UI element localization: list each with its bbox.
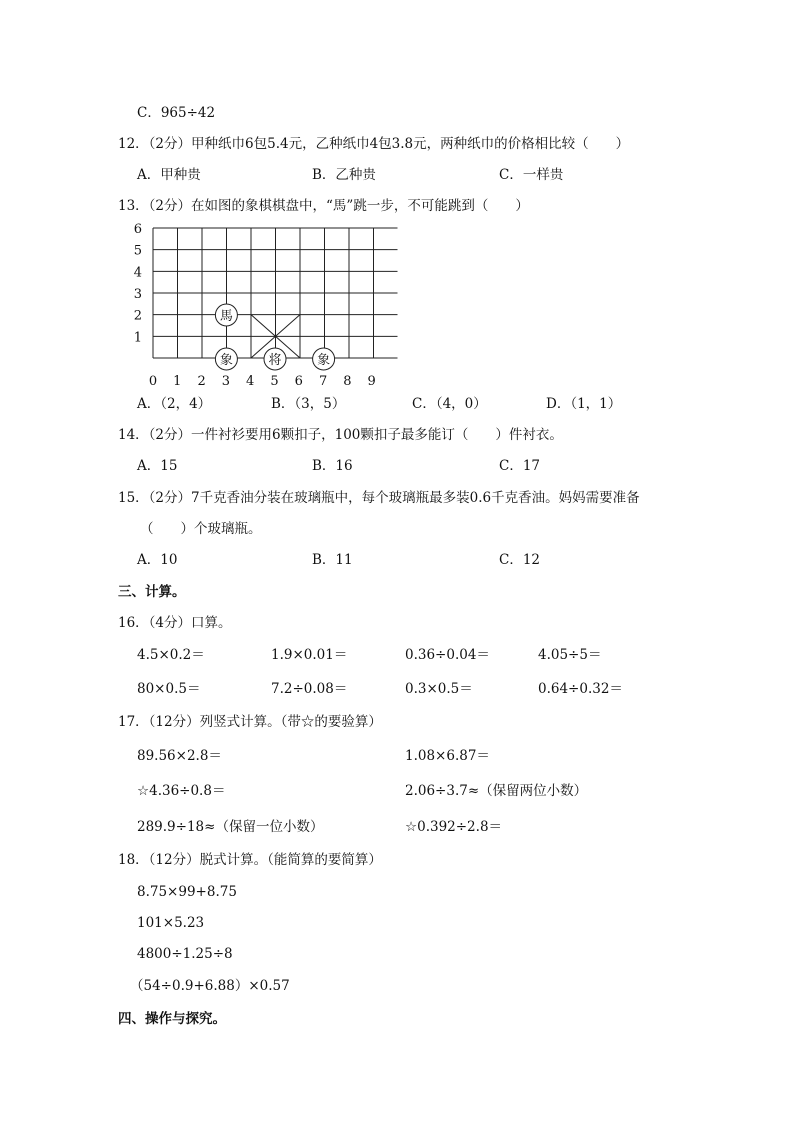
y-axis-tick-label: 1	[133, 330, 142, 346]
q13-option-c: C．（4，0）	[412, 396, 487, 412]
q18-stem: 18．（12分）脱式计算。（能简算的要简算）	[118, 852, 382, 868]
q15-stem-line2: （ ）个玻璃瓶。	[140, 521, 262, 537]
piece-label: 象	[219, 353, 233, 368]
q16-item: 0.64÷0.32＝	[538, 681, 623, 697]
q16-item: 80×0.5＝	[137, 681, 201, 697]
q17-item: 289.9÷18≈（保留一位小数）	[137, 819, 324, 835]
q16-item: 1.9×0.01＝	[271, 647, 348, 663]
q12-option-c: C．一样贵	[499, 167, 564, 183]
q15-option-b: B．11	[312, 552, 353, 568]
q13-option-b: B．（3，5）	[271, 396, 346, 412]
piece-label: 将	[268, 353, 282, 368]
q18-item: 8.75×99+8.75	[137, 884, 237, 900]
q15-option-a: A．10	[137, 552, 178, 568]
q12-stem: 12．（2分）甲种纸巾6包5.4元，乙种纸巾4包3.8元，两种纸巾的价格相比较（ ）	[118, 136, 630, 152]
q17-stem: 17．（12分）列竖式计算。（带☆的要验算）	[118, 714, 382, 730]
x-axis-tick-label: 0	[148, 374, 158, 389]
q17-item: 1.08×6.87＝	[405, 748, 490, 764]
board-grid	[153, 228, 398, 358]
q14-stem: 14．（2分）一件衬衫要用6颗扣子，100颗扣子最多能订（ ）件衬衣。	[118, 427, 563, 443]
q14-option-b: B．16	[312, 458, 353, 474]
q18-item: 101×5.23	[137, 915, 205, 931]
q17-item: ☆4.36÷0.8＝	[137, 783, 226, 799]
y-axis-tick-label: 6	[133, 222, 142, 237]
piece-elephant-left	[215, 348, 237, 370]
q11-option-c: C．965÷42	[137, 105, 216, 121]
board-x-labels	[149, 374, 376, 389]
q16-stem: 16．（4分）口算。	[118, 615, 232, 631]
q17-item: 2.06÷3.7≈（保留两位小数）	[405, 783, 588, 799]
q16-item: 7.2÷0.08＝	[271, 681, 348, 697]
section-3-title: 三、计算。	[118, 584, 186, 600]
q13-option-d: D．（1，1）	[546, 396, 622, 412]
x-axis-tick-label: 3	[221, 374, 231, 389]
q15-option-c: C．12	[499, 552, 541, 568]
q13-stem: 13．（2分）在如图的象棋棋盘中，“馬”跳一步，不可能跳到（ ）	[118, 198, 529, 214]
y-axis-tick-label: 4	[133, 265, 142, 281]
x-axis-tick-label: 9	[367, 374, 376, 389]
x-axis-tick-label: 5	[270, 374, 279, 389]
q17-item: ☆0.392÷2.8＝	[405, 819, 503, 835]
q17-item: 89.56×2.8＝	[137, 748, 222, 764]
q16-item: 0.3×0.5＝	[405, 681, 473, 697]
q16-item: 4.05÷5＝	[538, 647, 602, 663]
piece-horse	[215, 304, 237, 326]
piece-general	[264, 348, 286, 370]
q12-option-b: B．乙种贵	[312, 167, 376, 183]
q12-option-a: A．甲种贵	[137, 167, 201, 183]
x-axis-tick-label: 2	[197, 374, 206, 389]
piece-elephant-right	[313, 348, 335, 370]
y-axis-tick-label: 5	[133, 243, 142, 259]
piece-label: 象	[317, 353, 331, 368]
q18-item: （54÷0.9+6.88）×0.57	[130, 978, 290, 994]
q14-option-a: A．15	[137, 458, 178, 474]
q16-item: 0.36÷0.04＝	[405, 647, 490, 663]
chess-board-figure	[120, 218, 400, 392]
x-axis-tick-label: 6	[294, 374, 303, 389]
q18-item: 4800÷1.25÷8	[137, 946, 233, 962]
x-axis-tick-label: 4	[246, 374, 255, 389]
x-axis-tick-label: 7	[318, 374, 328, 389]
q16-item: 4.5×0.2＝	[137, 647, 205, 663]
y-axis-tick-label: 3	[133, 287, 142, 302]
piece-label: 馬	[219, 309, 233, 324]
x-axis-tick-label: 1	[173, 374, 182, 389]
q14-option-c: C．17	[499, 458, 541, 474]
x-axis-tick-label: 8	[343, 374, 352, 389]
y-axis-tick-label: 2	[133, 308, 142, 324]
q15-stem-line1: 15．（2分）7千克香油分装在玻璃瓶中，每个玻璃瓶最多装0.6千克香油。妈妈需要准备	[118, 490, 640, 506]
q13-option-a: A．（2，4）	[137, 396, 212, 412]
section-4-title: 四、操作与探究。	[118, 1011, 226, 1027]
board-y-labels	[134, 222, 142, 345]
